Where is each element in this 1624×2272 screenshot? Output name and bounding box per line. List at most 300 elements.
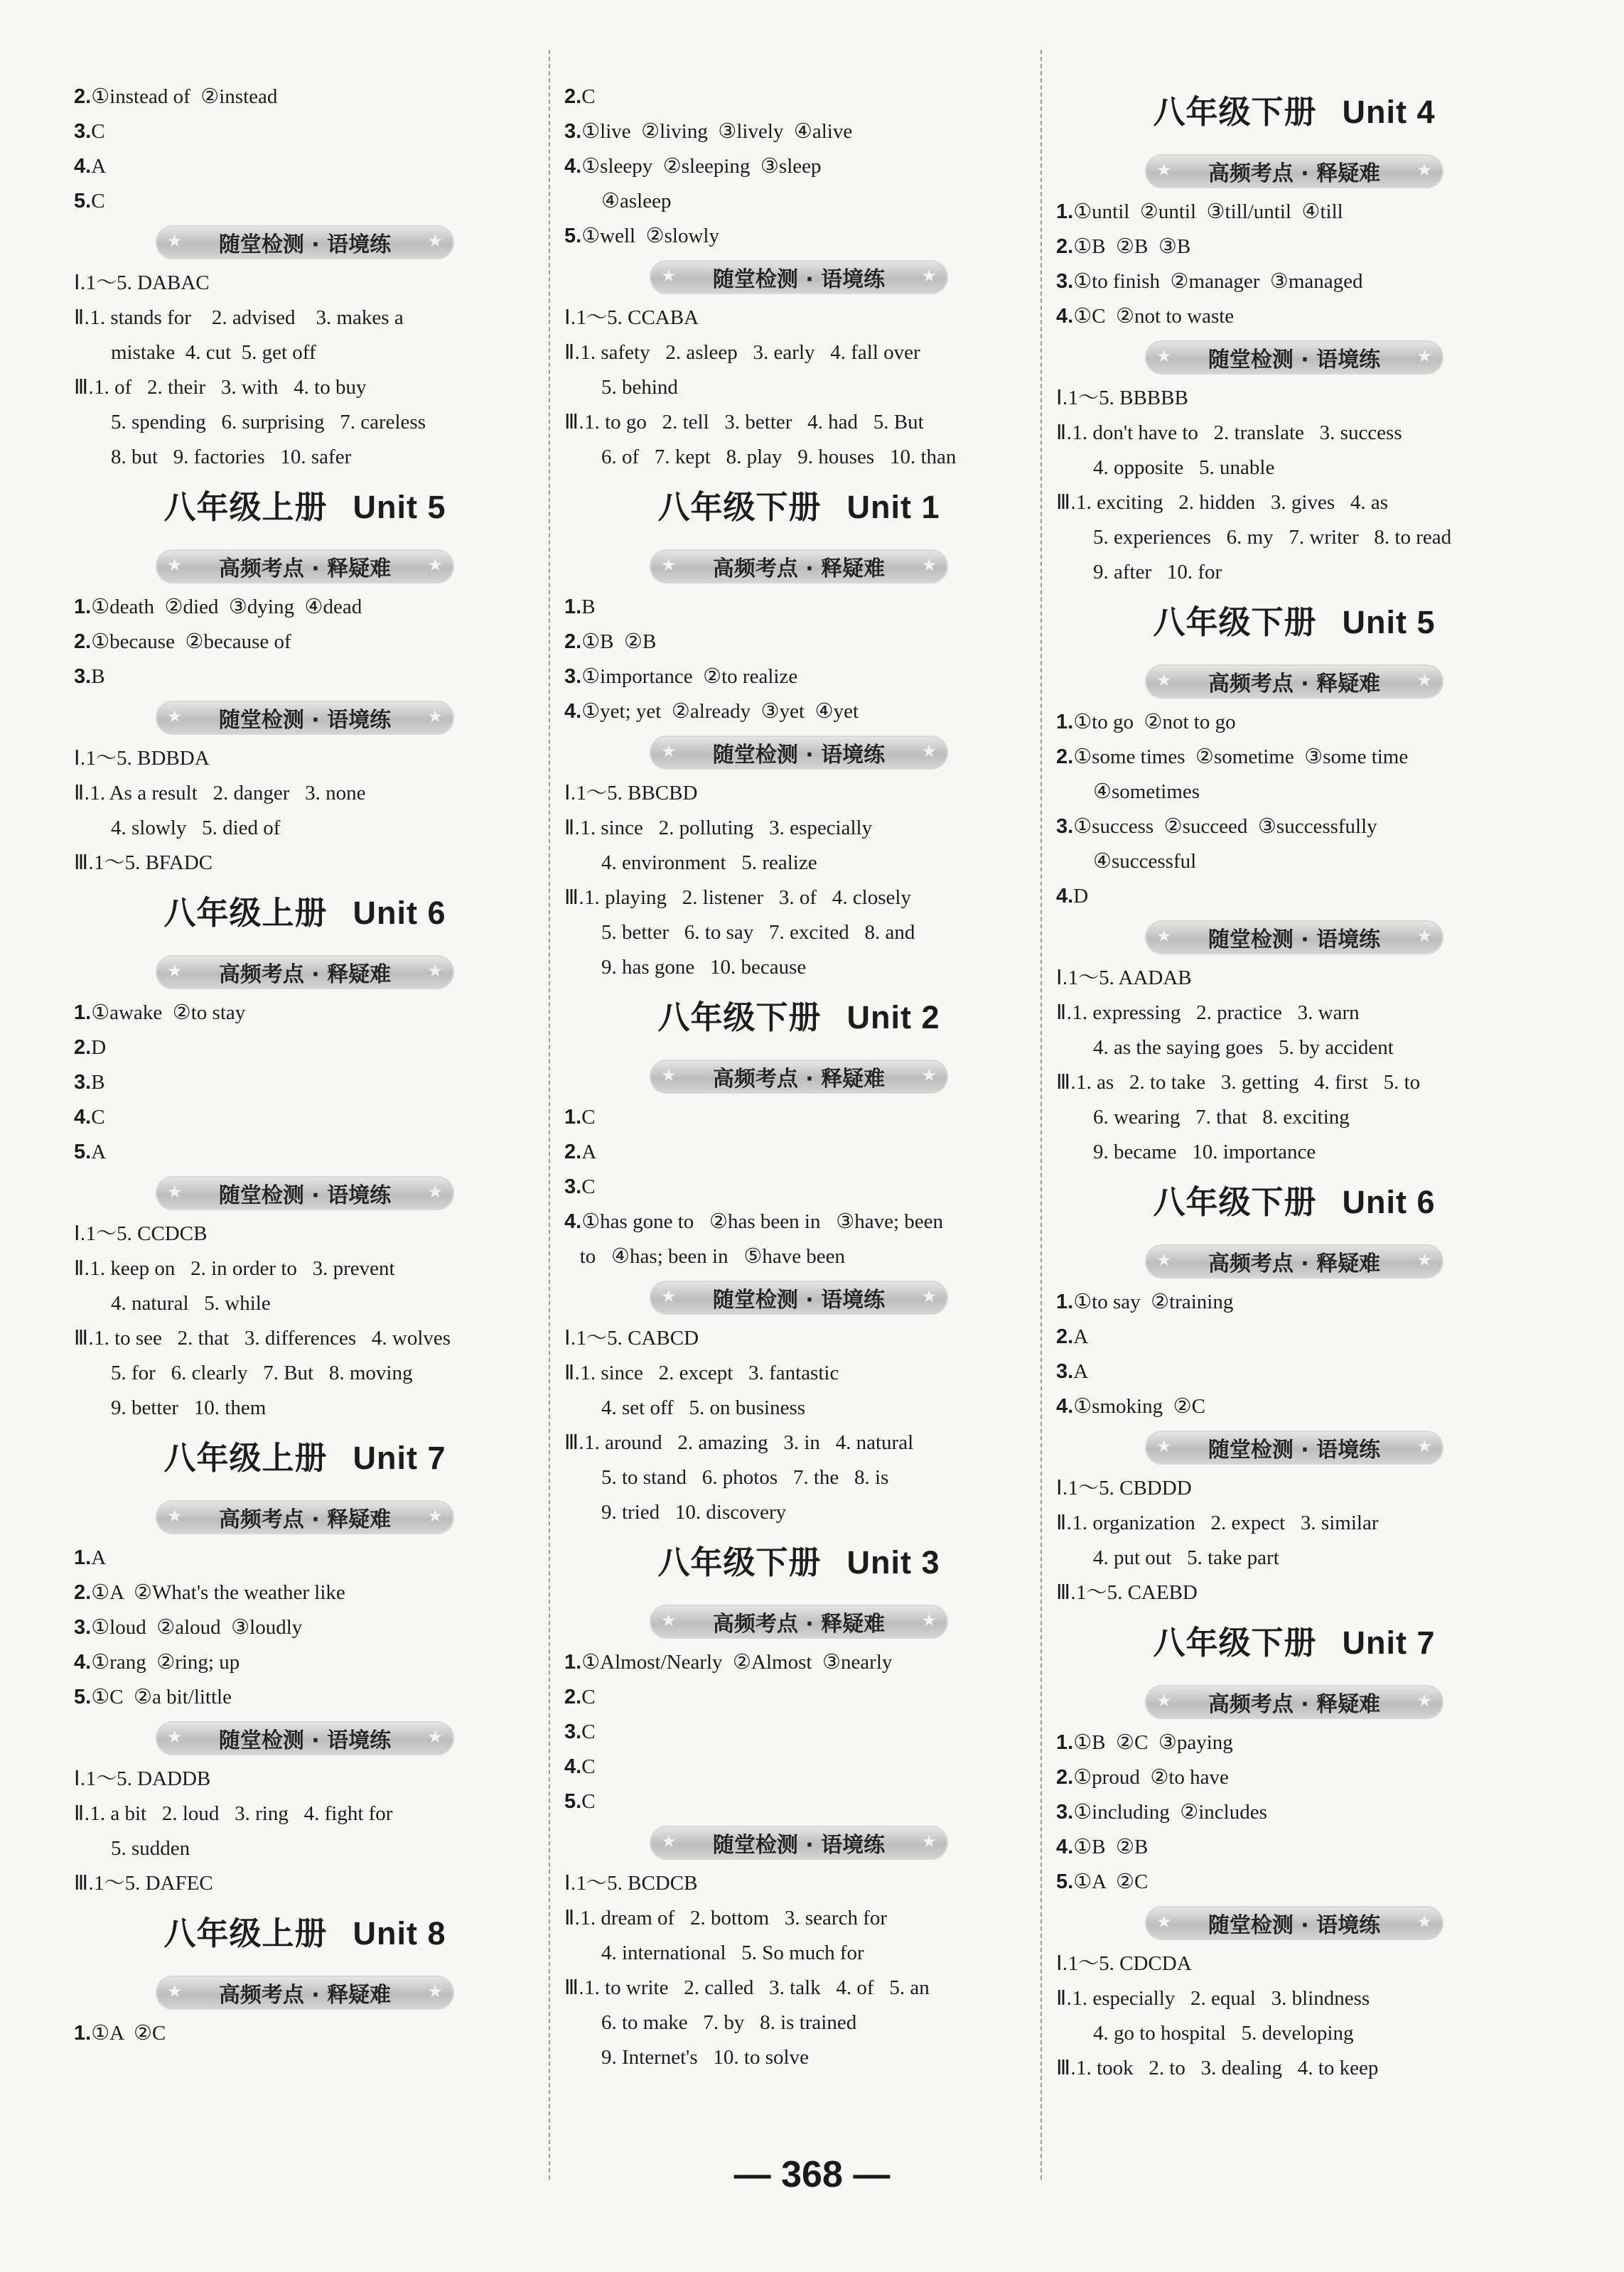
- answer-line: [1056, 555, 1532, 590]
- answer-text: C: [581, 1721, 596, 1743]
- answer-line: [74, 811, 536, 846]
- answer-line: [74, 1576, 536, 1610]
- star-icon: ★: [167, 1182, 183, 1202]
- answer-line: [564, 1936, 1033, 1971]
- answer-line: [564, 1170, 1033, 1205]
- unit-label: Unit 8: [353, 1915, 446, 1951]
- answer-text: 1. exciting 2. hidden 3. gives 4. as: [1076, 491, 1389, 514]
- answer-text: 1. to write 2. called 3. talk 4. of 5. an: [584, 1976, 930, 1999]
- answer-text: ①proud ②to have: [1073, 1766, 1229, 1789]
- star-icon: ★: [167, 706, 183, 726]
- answer-line: [564, 1239, 1033, 1274]
- column-divider: [549, 50, 550, 2180]
- answer-line: [74, 1610, 536, 1645]
- answer-text: 5. to stand 6. photos 7. the 8. is: [601, 1466, 889, 1489]
- item-number: 1.: [564, 1106, 582, 1129]
- star-icon: ★: [167, 555, 183, 575]
- item-number: Ⅱ.: [1056, 1987, 1072, 2010]
- answer-text: 1～5. CBDDD: [1068, 1477, 1192, 1500]
- item-number: Ⅱ.: [564, 1907, 581, 1929]
- answer-text: ①A ②C: [1073, 1870, 1149, 1893]
- item-number: Ⅲ.: [564, 886, 585, 909]
- answer-line: [564, 1645, 1033, 1680]
- item-number: Ⅱ.: [1056, 1512, 1072, 1534]
- section-badge-label: 随堂检测 · 语境练: [1208, 348, 1381, 372]
- star-icon: ★: [427, 555, 443, 575]
- answer-text: 1. playing 2. listener 3. of 4. closely: [584, 886, 911, 909]
- section-badge-row: [1056, 658, 1532, 705]
- section-badge-row: [1056, 334, 1532, 381]
- section-badge-label: 随堂检测 · 语境练: [1208, 1913, 1381, 1938]
- answer-line: [1056, 1576, 1532, 1610]
- answer-text: 5. sudden: [111, 1837, 190, 1860]
- answer-line: [74, 590, 536, 625]
- answer-line: [564, 335, 1033, 370]
- item-number: 1.: [74, 2022, 92, 2045]
- section-badge-row: [564, 1819, 1033, 1866]
- item-number: 3.: [74, 120, 92, 143]
- item-number: 3.: [564, 1175, 582, 1198]
- item-number: Ⅰ.: [74, 1222, 86, 1245]
- item-number: 1.: [1056, 200, 1074, 223]
- answer-text: 1. dream of 2. bottom 3. search for: [580, 1907, 888, 1929]
- section-badge-label: 高频考点 · 释疑难: [712, 1612, 886, 1637]
- item-number: Ⅱ.: [564, 817, 581, 839]
- section-badge-row: [564, 254, 1033, 301]
- star-icon: ★: [1156, 1250, 1172, 1270]
- section-badge-label: 随堂检测 · 语境练: [712, 743, 886, 768]
- answer-text: ①has gone to ②has been in ③have; been: [581, 1210, 944, 1233]
- answer-line: [564, 2006, 1033, 2040]
- answer-line: [1056, 2016, 1532, 2051]
- item-number: Ⅲ.: [564, 1976, 585, 1999]
- answer-text: 5. experiences 6. my 7. writer 8. to read: [1093, 526, 1452, 549]
- answer-text: 4. opposite 5. unable: [1093, 456, 1275, 479]
- star-icon: ★: [921, 741, 937, 761]
- answer-text: 1. especially 2. equal 3. blindness: [1072, 1987, 1370, 2010]
- column-divider: [1040, 50, 1042, 2180]
- answer-line: [74, 1100, 536, 1135]
- answer-text: 1～5. DAFEC: [94, 1872, 213, 1895]
- answer-text: 4. environment 5. realize: [601, 851, 817, 874]
- answer-line: [1056, 996, 1532, 1030]
- answer-text: ①B ②B ③B: [1073, 235, 1191, 258]
- section-badge-row: [74, 949, 536, 996]
- answer-line: [1056, 1541, 1532, 1576]
- answer-line: [1056, 264, 1532, 299]
- section-badge: [156, 1500, 454, 1534]
- answer-line: [74, 1866, 536, 1901]
- unit-heading: [564, 985, 1033, 1053]
- answer-line: [74, 996, 536, 1030]
- answer-text: C: [581, 85, 596, 108]
- section-badge: [650, 549, 948, 583]
- item-number: Ⅱ.: [74, 306, 90, 329]
- answer-text: ④successful: [1093, 850, 1197, 873]
- answer-line: [1056, 1355, 1532, 1389]
- section-badge-row: [1056, 1900, 1532, 1947]
- item-number: 1.: [1056, 1291, 1074, 1313]
- answer-line: [564, 590, 1033, 625]
- section-badge-label: 高频考点 · 释疑难: [218, 556, 392, 581]
- item-number: 5.: [74, 1686, 92, 1708]
- answer-text: 5. behind: [601, 376, 678, 399]
- answer-text: 1～5. DADDB: [85, 1767, 211, 1790]
- star-icon: ★: [427, 1981, 443, 2001]
- answer-text: 1. stands for 2. advised 3. makes a: [90, 306, 404, 329]
- answer-line: [564, 881, 1033, 915]
- answer-line: [1056, 230, 1532, 264]
- item-number: 2.: [1056, 745, 1074, 768]
- answer-line: [564, 80, 1033, 114]
- item-number: Ⅱ.: [74, 782, 90, 804]
- grade-label: 八年级上册: [163, 895, 328, 931]
- answer-text: ①because ②because of: [91, 630, 291, 653]
- star-icon: ★: [921, 555, 937, 575]
- item-number: 1.: [564, 596, 582, 618]
- star-icon: ★: [661, 741, 677, 761]
- item-number: 4.: [74, 155, 92, 178]
- answer-text: ①instead of ②instead: [91, 85, 278, 108]
- section-badge-row: [74, 1494, 536, 1541]
- answer-text: 1. organization 2. expect 3. similar: [1072, 1512, 1379, 1534]
- answer-line: [564, 846, 1033, 881]
- item-number: 3.: [1056, 270, 1074, 293]
- answer-text: B: [91, 665, 105, 688]
- unit-heading: [1056, 1610, 1532, 1679]
- section-badge-label: 随堂检测 · 语境练: [1208, 927, 1381, 952]
- answer-text: 1～5. BDBDA: [85, 747, 210, 770]
- answer-text: 1～5. AADAB: [1068, 967, 1192, 989]
- answer-line: [1056, 961, 1532, 996]
- answer-text: 4. natural 5. while: [111, 1292, 271, 1315]
- answer-line: [74, 659, 536, 694]
- item-number: Ⅲ.: [1056, 491, 1077, 514]
- section-badge-row: [564, 1274, 1033, 1321]
- star-icon: ★: [921, 1065, 937, 1085]
- unit-label: Unit 5: [1342, 604, 1436, 640]
- answer-text: 1～5. CAEBD: [1076, 1581, 1198, 1604]
- answer-line: [564, 405, 1033, 440]
- item-number: Ⅲ.: [74, 1327, 95, 1350]
- item-number: Ⅱ.: [1056, 421, 1072, 444]
- answer-line: [1056, 1320, 1532, 1355]
- item-number: 3.: [1056, 1360, 1074, 1383]
- answer-line: [564, 440, 1033, 475]
- item-number: Ⅰ.: [564, 306, 576, 329]
- answer-text: ④asleep: [601, 190, 672, 212]
- answer-line: [564, 694, 1033, 729]
- answer-line: [1056, 809, 1532, 844]
- grade-label: 八年级上册: [163, 1440, 328, 1476]
- answer-text: ①well ②slowly: [581, 225, 719, 247]
- answer-text: ①B ②B: [581, 630, 657, 653]
- answer-line: [564, 625, 1033, 659]
- item-number: 2.: [1056, 1766, 1074, 1789]
- section-badge: [650, 260, 948, 294]
- item-number: 5.: [74, 190, 92, 212]
- section-badge-row: [74, 1715, 536, 1762]
- item-number: 4.: [564, 700, 582, 723]
- answer-text: ①to say ②training: [1073, 1291, 1234, 1313]
- answer-line: [564, 1391, 1033, 1426]
- section-badge: [650, 1281, 948, 1315]
- answer-text: C: [581, 1175, 596, 1198]
- answer-text: A: [1073, 1360, 1089, 1383]
- section-badge: [1145, 1906, 1443, 1940]
- answer-line: [1056, 1981, 1532, 2016]
- section-badge-label: 高频考点 · 释疑难: [1208, 1251, 1381, 1276]
- answer-line: [564, 1680, 1033, 1715]
- answer-text: 1～5. CCABA: [576, 306, 699, 329]
- answer-line: [1056, 1100, 1532, 1135]
- star-icon: ★: [1416, 926, 1432, 946]
- answer-text: to ④has; been in ⑤have been: [564, 1245, 846, 1268]
- item-number: 2.: [564, 630, 582, 653]
- answer-line: [1056, 381, 1532, 416]
- answer-line: [564, 219, 1033, 254]
- answer-line: [564, 149, 1033, 184]
- answer-text: 9. after 10. for: [1093, 561, 1222, 583]
- item-number: 4.: [1056, 1395, 1074, 1418]
- answer-line: [74, 1030, 536, 1065]
- answer-text: C: [581, 1686, 596, 1708]
- item-number: Ⅰ.: [564, 1872, 576, 1895]
- answer-text: ①rang ②ring; up: [91, 1651, 240, 1674]
- star-icon: ★: [1156, 1691, 1172, 1711]
- answer-line: [1056, 1065, 1532, 1100]
- unit-heading: [74, 475, 536, 543]
- section-badge-label: 随堂检测 · 语境练: [712, 267, 886, 292]
- section-badge-label: 高频考点 · 释疑难: [218, 1507, 392, 1532]
- item-number: Ⅰ.: [1056, 1952, 1068, 1975]
- section-badge: [156, 549, 454, 583]
- section-badge-label: 高频考点 · 释疑难: [218, 1983, 392, 2008]
- star-icon: ★: [427, 1182, 443, 1202]
- answer-text: 8. but 9. factories 10. safer: [111, 446, 352, 468]
- answer-text: C: [91, 1106, 105, 1129]
- answer-text: 1～5. BFADC: [94, 851, 213, 874]
- grade-label: 八年级下册: [1153, 604, 1317, 640]
- answer-text: 6. wearing 7. that 8. exciting: [1093, 1106, 1350, 1129]
- answer-text: A: [91, 1546, 107, 1569]
- answer-text: ①some times ②sometime ③some time: [1073, 745, 1409, 768]
- unit-heading: [564, 1530, 1033, 1598]
- item-number: 3.: [1056, 815, 1074, 838]
- section-badge-row: [564, 1053, 1033, 1100]
- star-icon: ★: [1416, 346, 1432, 366]
- answer-line: [1056, 1135, 1532, 1170]
- answer-line: [564, 370, 1033, 405]
- answer-text: ①B ②B: [1073, 1836, 1149, 1858]
- answer-line: [1056, 1030, 1532, 1065]
- answer-text: 4. slowly 5. died of: [111, 817, 281, 839]
- section-badge-label: 随堂检测 · 语境练: [218, 708, 392, 733]
- star-icon: ★: [167, 961, 183, 981]
- item-number: 3.: [74, 665, 92, 688]
- section-badge-row: [74, 543, 536, 590]
- answer-line: [74, 2016, 536, 2051]
- answer-text: C: [581, 1755, 596, 1778]
- answer-line: [1056, 195, 1532, 230]
- answer-text: ①importance ②to realize: [581, 665, 798, 688]
- answer-line: [74, 741, 536, 776]
- item-number: 3.: [74, 1616, 92, 1639]
- item-number: 1.: [564, 1651, 582, 1674]
- answer-text: C: [581, 1106, 596, 1129]
- unit-label: Unit 6: [1342, 1184, 1436, 1220]
- answer-text: 1. since 2. polluting 3. especially: [580, 817, 873, 839]
- section-badge: [1145, 340, 1443, 375]
- answer-line: [564, 1460, 1033, 1495]
- unit-label: Unit 6: [353, 895, 446, 931]
- answer-line: [74, 266, 536, 301]
- answer-text: A: [91, 155, 107, 178]
- section-badge-row: [74, 694, 536, 741]
- answer-text: 4. go to hospital 5. developing: [1093, 2022, 1354, 2045]
- item-number: 4.: [564, 1755, 582, 1778]
- item-number: Ⅱ.: [564, 341, 581, 364]
- item-number: Ⅱ.: [74, 1257, 90, 1280]
- section-badge: [156, 701, 454, 735]
- section-badge-row: [564, 729, 1033, 776]
- answer-line: [564, 1495, 1033, 1530]
- answer-line: [1056, 1795, 1532, 1830]
- item-number: Ⅰ.: [1056, 1477, 1068, 1500]
- star-icon: ★: [1416, 160, 1432, 180]
- item-number: 5.: [1056, 1870, 1074, 1893]
- grade-label: 八年级下册: [657, 489, 822, 525]
- answer-line: [564, 1971, 1033, 2006]
- answer-text: 5. for 6. clearly 7. But 8. moving: [111, 1362, 413, 1384]
- section-badge-row: [1056, 1679, 1532, 1725]
- grade-label: 八年级下册: [1153, 1184, 1317, 1220]
- answer-line: [74, 1065, 536, 1100]
- answer-line: [564, 1321, 1033, 1356]
- section-badge-label: 高频考点 · 释疑难: [1208, 1692, 1381, 1717]
- item-number: Ⅲ.: [564, 1431, 585, 1454]
- answer-text: 4. set off 5. on business: [601, 1396, 806, 1419]
- grade-label: 八年级上册: [163, 489, 328, 525]
- answer-text: 1～5. BBCBD: [576, 782, 698, 804]
- section-badge-row: [1056, 1424, 1532, 1471]
- answer-text: 1. around 2. amazing 3. in 4. natural: [584, 1431, 914, 1454]
- answer-line: [1056, 1506, 1532, 1541]
- item-number: 1.: [74, 1546, 92, 1569]
- section-badge: [1145, 1685, 1443, 1719]
- answer-text: 4. international 5. So much for: [601, 1942, 864, 1964]
- answer-line: [564, 1715, 1033, 1750]
- answer-text: ④sometimes: [1093, 780, 1200, 803]
- answer-line: [564, 2040, 1033, 2075]
- answer-column-3: [1056, 80, 1532, 2165]
- answer-line: [74, 846, 536, 881]
- item-number: Ⅲ.: [74, 851, 95, 874]
- star-icon: ★: [167, 1506, 183, 1526]
- section-badge-label: 随堂检测 · 语境练: [218, 1183, 392, 1208]
- section-badge: [156, 1176, 454, 1210]
- item-number: 1.: [74, 1001, 92, 1024]
- answer-text: ①sleepy ②sleeping ③sleep: [581, 155, 822, 178]
- item-number: 1.: [74, 596, 92, 618]
- section-badge: [650, 736, 948, 770]
- answer-line: [564, 114, 1033, 149]
- answer-text: 1～5. CABCD: [576, 1327, 699, 1350]
- answer-line: [564, 1750, 1033, 1784]
- answer-text: 1. As a result 2. danger 3. none: [90, 782, 366, 804]
- item-number: 2.: [74, 1581, 92, 1604]
- item-number: 1.: [1056, 711, 1074, 733]
- answer-line: [74, 405, 536, 440]
- unit-heading: [1056, 80, 1532, 148]
- item-number: 3.: [74, 1071, 92, 1094]
- answer-line: [74, 1797, 536, 1831]
- section-badge-row: [74, 1170, 536, 1217]
- section-badge-row: [74, 219, 536, 266]
- section-badge-row: [1056, 148, 1532, 195]
- item-number: 5.: [74, 1141, 92, 1163]
- answer-text: A: [581, 1141, 597, 1163]
- answer-text: B: [91, 1071, 105, 1094]
- answer-line: [74, 1831, 536, 1866]
- answer-line: [74, 301, 536, 335]
- answer-line: [564, 184, 1033, 219]
- section-badge-label: 高频考点 · 释疑难: [1208, 161, 1381, 186]
- item-number: Ⅰ.: [564, 1327, 576, 1350]
- star-icon: ★: [167, 1727, 183, 1747]
- answer-text: 1～5. DABAC: [85, 271, 210, 294]
- answer-column-1: [74, 80, 536, 2165]
- grade-label: 八年级下册: [1153, 1625, 1317, 1661]
- answer-line: [564, 950, 1033, 985]
- answer-line: [564, 1135, 1033, 1170]
- item-number: Ⅰ.: [564, 782, 576, 804]
- answer-text: ①to finish ②manager ③managed: [1073, 270, 1363, 293]
- answer-line: [74, 1251, 536, 1286]
- grade-label: 八年级下册: [657, 999, 822, 1035]
- unit-label: Unit 5: [353, 489, 446, 525]
- star-icon: ★: [427, 961, 443, 981]
- answer-line: [1056, 2051, 1532, 2086]
- answer-text: ①until ②until ③till/until ④till: [1073, 200, 1343, 223]
- answer-text: 5. spending 6. surprising 7. careless: [111, 411, 426, 434]
- item-number: Ⅲ.: [74, 1872, 95, 1895]
- item-number: Ⅱ.: [564, 1362, 581, 1384]
- answer-text: 1. expressing 2. practice 3. warn: [1072, 1001, 1360, 1024]
- section-badge-label: 随堂检测 · 语境练: [218, 232, 392, 257]
- item-number: 4.: [74, 1651, 92, 1674]
- unit-label: Unit 3: [846, 1544, 940, 1581]
- answer-text: 4. as the saying goes 5. by accident: [1093, 1036, 1394, 1059]
- answer-text: C: [581, 1790, 596, 1813]
- star-icon: ★: [1416, 1691, 1432, 1711]
- section-badge: [650, 1060, 948, 1094]
- answer-line: [1056, 844, 1532, 879]
- answer-line: [564, 776, 1033, 811]
- answer-line: [1056, 1389, 1532, 1424]
- answer-line: [74, 1135, 536, 1170]
- answer-text: 1. don't have to 2. translate 3. success: [1072, 421, 1402, 444]
- item-number: 4.: [1056, 885, 1074, 908]
- answer-line: [564, 915, 1033, 950]
- star-icon: ★: [427, 1506, 443, 1526]
- answer-line: [74, 114, 536, 149]
- section-badge: [156, 1721, 454, 1755]
- item-number: 2.: [74, 1036, 92, 1059]
- section-badge: [1145, 920, 1443, 954]
- answer-line: [1056, 879, 1532, 914]
- answer-text: 9. tried 10. discovery: [601, 1501, 787, 1524]
